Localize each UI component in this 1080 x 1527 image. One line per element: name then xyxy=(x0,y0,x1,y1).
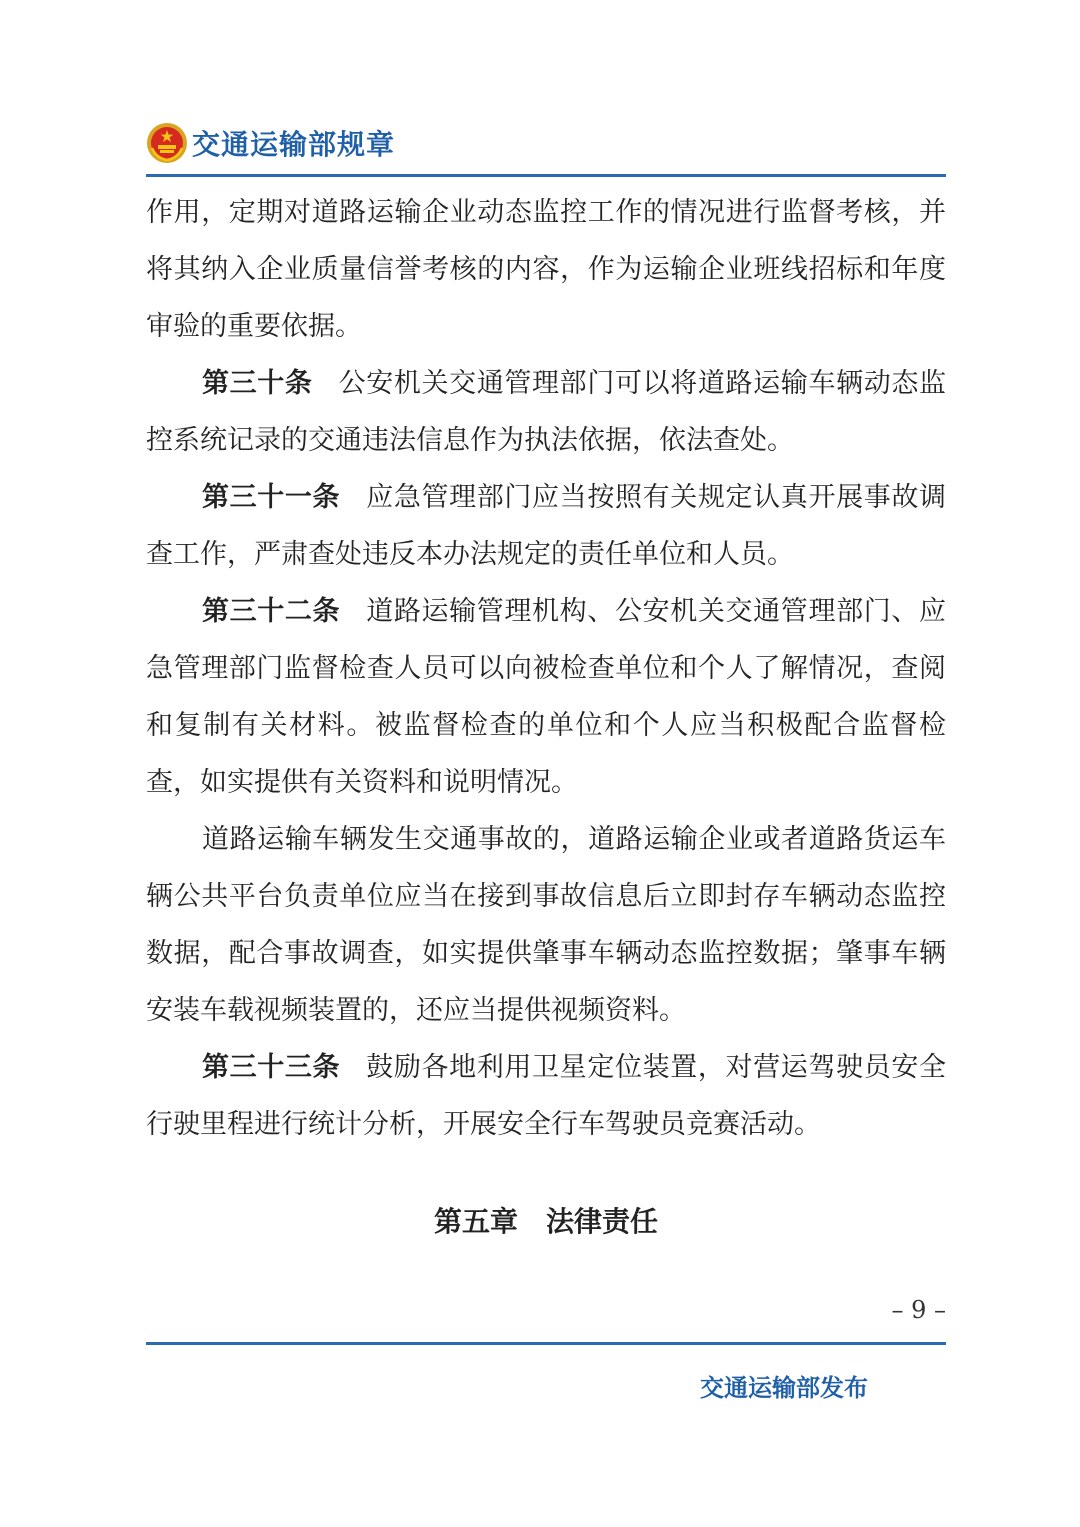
article-number: 第三十三条 xyxy=(202,1052,341,1083)
document-body xyxy=(146,184,946,1153)
paragraph-text: 作用，定期对道路运输企业动态监控工作的情况进行监督考核，并将其纳入企业质量信誉考核的内容，作为运输企业班线招标和年度审验的重要依据。 xyxy=(146,197,946,342)
header-title: 交通运输部规章 xyxy=(192,128,396,161)
header-divider xyxy=(146,174,946,177)
chapter-title: 法律责任 xyxy=(546,1205,659,1238)
footer-divider xyxy=(146,1342,946,1345)
chapter-number: 第五章 xyxy=(433,1205,518,1238)
paragraph-text: 道路运输管理机构、公安机关交通管理部门、应急管理部门监督检查人员可以向被检查单位和个人了解情况，查阅和复制有关材料。被监督检查的单位和个人应当积极配合监督检查，如实提供有关资料和说明情况。 xyxy=(146,596,947,798)
paragraph-text: 公安机关交通管理部门可以将道路运输车辆动态监控系统记录的交通违法信息作为执法依据，依法查处。 xyxy=(146,368,947,456)
page-header xyxy=(146,118,946,168)
article-32 xyxy=(146,583,946,811)
paragraph-0 xyxy=(146,184,946,355)
article-33 xyxy=(146,1039,946,1153)
article-31 xyxy=(146,469,946,583)
article-number: 第三十条 xyxy=(202,368,313,399)
article-32-paragraph-2 xyxy=(146,811,946,1039)
page-number: – 9 – xyxy=(891,1296,946,1324)
paragraph-text: 道路运输车辆发生交通事故的，道路运输企业或者道路货运车辆公共平台负责单位应当在接到事故信息后立即封存车辆动态监控数据，配合事故调查，如实提供肇事车辆动态监控数据；肇事车辆安装车载视频装置的，还应当提供视频资料。 xyxy=(146,824,946,1026)
paragraph-text: 鼓励各地利用卫星定位装置，对营运驾驶员安全行驶里程进行统计分析，开展安全行车驾驶员竞赛活动。 xyxy=(146,1052,947,1140)
article-number: 第三十一条 xyxy=(202,482,341,513)
article-30 xyxy=(146,355,946,469)
national-emblem-icon xyxy=(146,122,188,164)
chapter-heading xyxy=(146,1200,946,1240)
paragraph-text: 应急管理部门应当按照有关规定认真开展事故调查工作，严肃查处违反本办法规定的责任单位和人员。 xyxy=(146,482,947,570)
footer-publisher: 交通运输部发布 xyxy=(700,1374,868,1402)
article-number: 第三十二条 xyxy=(202,596,341,627)
